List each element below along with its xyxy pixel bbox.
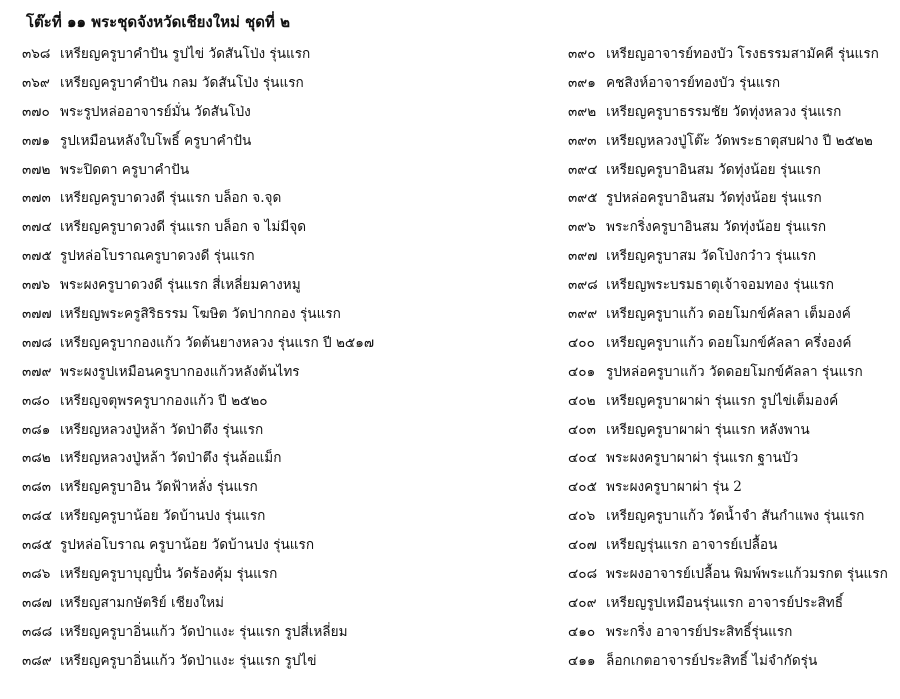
list-item bbox=[568, 502, 898, 531]
item-text: เหรียญพระครูสิริธรรม โฆษิต วัดปากกอง รุ่นแรก bbox=[60, 306, 341, 323]
item-number: ๓๙๓ bbox=[568, 132, 597, 149]
item-number: ๓๙๐ bbox=[568, 46, 596, 62]
item-text: คชสิงห์อาจารย์ทองบัว รุ่นแรก bbox=[606, 74, 781, 91]
item-text: เหรียญครูบาผาผ่า รุ่นแรก หลังพาน bbox=[606, 421, 810, 438]
list-item bbox=[22, 98, 462, 127]
list-item bbox=[22, 40, 462, 69]
list-item bbox=[568, 589, 898, 618]
item-text: เหรียญหลวงปู่หล้า วัดป่าตึง รุ่นล้อแม็ก bbox=[60, 450, 282, 467]
list-item bbox=[568, 358, 898, 387]
item-text: เหรียญรุ่นแรก อาจารย์เปลื้อน bbox=[606, 537, 778, 554]
item-number: ๓๙๑ bbox=[568, 74, 596, 91]
item-number: ๔๐๒ bbox=[568, 392, 596, 409]
list-item bbox=[568, 242, 898, 271]
list-item bbox=[568, 618, 898, 647]
item-text: เหรียญครูบาอิ่นแก้ว วัดป่าแงะ รุ่นแรก รูปสี่เหลี่ยม bbox=[60, 623, 348, 640]
item-number: ๓๖๘ bbox=[22, 46, 51, 62]
item-text: รูปหล่อครูบาอินสม วัดทุ่งน้อย รุ่นแรก bbox=[606, 190, 822, 207]
item-text: เหรียญอาจารย์ทองบัว โรงธรรมสามัคคี รุ่นแรก bbox=[606, 46, 879, 62]
item-number: ๔๐๐ bbox=[568, 334, 595, 351]
list-item bbox=[568, 560, 898, 589]
item-number: ๓๙๖ bbox=[568, 219, 596, 236]
list-item bbox=[22, 387, 462, 416]
item-number: ๓๖๙ bbox=[22, 74, 50, 91]
item-text: รูปเหมือนหลังใบโพธิ์ ครูบาคำปัน bbox=[60, 132, 252, 149]
item-number: ๓๘๖ bbox=[22, 566, 51, 583]
item-number: ๓๘๔ bbox=[22, 508, 53, 525]
list-item bbox=[568, 271, 898, 300]
item-number: ๓๗๐ bbox=[22, 103, 50, 120]
item-number: ๓๙๕ bbox=[568, 190, 598, 207]
item-text: เหรียญหลวงปู่หล้า วัดป่าตึง รุ่นแรก bbox=[60, 421, 264, 438]
page-title: โต๊ะที่ ๑๑ พระชุดจังหวัดเชียงใหม่ ชุดที่ ๒ bbox=[26, 13, 290, 31]
item-number: ๓๘๘ bbox=[22, 623, 53, 640]
item-text: พระผงอาจารย์เปลื้อน พิมพ์พระแก้วมรกต รุ่นแรก bbox=[606, 566, 888, 583]
item-text: เหรียญครูบาธรรมชัย วัดทุ่งหลวง รุ่นแรก bbox=[606, 103, 842, 120]
item-number: ๔๐๙ bbox=[568, 594, 597, 611]
item-text: เหรียญครูบาอิน วัดฟ้าหลั่ง รุ่นแรก bbox=[60, 479, 258, 496]
item-number: ๓๗๘ bbox=[22, 334, 53, 351]
list-item bbox=[22, 127, 462, 156]
list-item bbox=[568, 300, 898, 329]
list-item bbox=[22, 531, 462, 560]
item-text: เหรียญรูปเหมือนรุ่นแรก อาจารย์ประสิทธิ์ bbox=[606, 594, 844, 611]
item-number: ๓๘๑ bbox=[22, 421, 51, 438]
list-item bbox=[568, 329, 898, 358]
item-text: พระผงรูปเหมือนครูบากองแก้วหลังต้นไทร bbox=[60, 363, 300, 380]
item-number: ๔๑๐ bbox=[568, 623, 596, 640]
item-text: รูปหล่อโบราณ ครูบาน้อย วัดบ้านปง รุ่นแรก bbox=[60, 537, 315, 554]
list-item bbox=[568, 647, 898, 676]
list-item bbox=[568, 184, 898, 213]
item-text: เหรียญพระบรมธาตุเจ้าจอมทอง รุ่นแรก bbox=[606, 277, 834, 294]
item-number: ๓๗๑ bbox=[22, 132, 51, 149]
item-text: เหรียญครูบาดวงดี รุ่นแรก บล็อก จ.จุด bbox=[60, 190, 282, 207]
item-text: เหรียญจตุพรครูบากองแก้ว ปี ๒๕๒๐ bbox=[60, 392, 268, 409]
item-text: รูปหล่อโบราณครูบาดวงดี รุ่นแรก bbox=[60, 248, 255, 265]
item-number: ๓๙๘ bbox=[568, 277, 598, 294]
right-item-list bbox=[568, 40, 898, 676]
list-item bbox=[22, 416, 462, 445]
item-number: ๓๘๐ bbox=[22, 392, 51, 409]
item-text: พระกริ่ง อาจารย์ประสิทธิ์รุ่นแรก bbox=[606, 623, 793, 640]
list-item bbox=[568, 98, 898, 127]
list-item bbox=[22, 271, 462, 300]
item-number: ๔๐๘ bbox=[568, 566, 598, 583]
list-item bbox=[568, 416, 898, 445]
list-item bbox=[568, 531, 898, 560]
item-text: พระกริ่งครูบาอินสม วัดทุ่งน้อย รุ่นแรก bbox=[606, 219, 827, 236]
list-item bbox=[568, 387, 898, 416]
list-item bbox=[22, 589, 462, 618]
item-text: ล็อกเกตอาจารย์ประสิทธิ์ ไม่จำกัดรุ่น bbox=[606, 652, 818, 669]
list-item bbox=[22, 300, 462, 329]
item-number: ๓๗๗ bbox=[22, 306, 52, 323]
item-text: พระผงครูบาผาผ่า รุ่นแรก ฐานบัว bbox=[606, 450, 799, 467]
item-number: ๓๗๙ bbox=[22, 363, 52, 380]
item-number: ๔๐๕ bbox=[568, 479, 597, 496]
list-item bbox=[568, 40, 898, 69]
list-item bbox=[22, 647, 462, 676]
item-number: ๓๘๕ bbox=[22, 537, 53, 554]
item-number: ๓๘๓ bbox=[22, 479, 52, 496]
item-text: เหรียญครูบาอินสม วัดทุ่งน้อย รุ่นแรก bbox=[606, 161, 821, 178]
item-number: ๔๐๗ bbox=[568, 537, 597, 554]
list-item bbox=[22, 184, 462, 213]
item-number: ๓๗๔ bbox=[22, 219, 52, 236]
list-item bbox=[568, 69, 898, 98]
item-text: เหรียญครูบากองแก้ว วัดต้นยางหลวง รุ่นแรก ปี ๒๕๑๗ bbox=[60, 334, 375, 351]
item-text: เหรียญครูบาคำปัน กลม วัดสันโป่ง รุ่นแรก bbox=[60, 74, 304, 91]
item-text: เหรียญครูบาสม วัดโป่งกว๋าว รุ่นแรก bbox=[606, 248, 817, 265]
item-text: เหรียญครูบาน้อย วัดบ้านปง รุ่นแรก bbox=[60, 508, 266, 525]
item-text: เหรียญครูบาอิ่นแก้ว วัดป่าแงะ รุ่นแรก รูปไข่ bbox=[60, 652, 317, 669]
item-number: ๓๙๗ bbox=[568, 248, 598, 265]
item-number: ๓๙๔ bbox=[568, 161, 598, 178]
list-item bbox=[568, 213, 898, 242]
item-number: ๓๗๕ bbox=[22, 248, 52, 265]
item-number: ๔๐๓ bbox=[568, 421, 596, 438]
item-number: ๓๗๒ bbox=[22, 161, 51, 178]
list-item bbox=[568, 127, 898, 156]
list-item bbox=[568, 473, 898, 502]
list-item bbox=[22, 156, 462, 185]
item-number: ๓๘๒ bbox=[22, 450, 51, 467]
item-number: ๓๘๗ bbox=[22, 594, 53, 611]
list-item bbox=[22, 618, 462, 647]
item-text: เหรียญครูบาดวงดี รุ่นแรก บล็อก จ ไม่มีจุด bbox=[60, 219, 307, 236]
item-number: ๓๙๙ bbox=[568, 306, 598, 323]
item-number: ๔๐๑ bbox=[568, 363, 596, 380]
list-item bbox=[22, 502, 462, 531]
item-text: พระรูปหล่ออาจารย์มั่น วัดสันโป่ง bbox=[60, 103, 251, 120]
list-item bbox=[22, 358, 462, 387]
item-text: เหรียญครูบาแก้ว วัดน้ำจำ สันกำแพง รุ่นแรก bbox=[606, 508, 865, 525]
item-number: ๔๑๑ bbox=[568, 652, 596, 669]
item-number: ๔๐๔ bbox=[568, 450, 597, 467]
item-text: พระผงครูบาผาผ่า รุ่น 2 bbox=[606, 479, 742, 496]
item-text: เหรียญหลวงปู่โต๊ะ วัดพระธาตุสบฝาง ปี ๒๕๒๒ bbox=[606, 132, 873, 149]
item-text: เหรียญครูบาแก้ว ดอยโมกข์คัลลา ครึ่งองค์ bbox=[606, 334, 852, 351]
item-number: ๓๙๒ bbox=[568, 103, 597, 120]
item-number: ๓๗๓ bbox=[22, 190, 51, 207]
list-item bbox=[22, 444, 462, 473]
item-number: ๓๘๙ bbox=[22, 652, 52, 669]
left-item-list bbox=[22, 40, 462, 676]
list-item bbox=[22, 213, 462, 242]
list-item bbox=[22, 242, 462, 271]
item-text: เหรียญครูบาคำปัน รูปไข่ วัดสันโป่ง รุ่นแรก bbox=[60, 46, 311, 62]
item-text: เหรียญครูบาบุญปั๋น วัดร้องคุ้ม รุ่นแรก bbox=[60, 566, 278, 583]
item-number: ๔๐๖ bbox=[568, 508, 596, 525]
item-text: เหรียญครูบาแก้ว ดอยโมกข์คัลลา เต็มองค์ bbox=[606, 306, 851, 323]
list-item bbox=[568, 444, 898, 473]
item-text: เหรียญครูบาผาผ่า รุ่นแรก รูปไข่เต็มองค์ bbox=[606, 392, 839, 409]
list-item bbox=[22, 69, 462, 98]
item-text: เหรียญสามกษัตริย์ เชียงใหม่ bbox=[60, 594, 224, 611]
list-item bbox=[22, 560, 462, 589]
item-text: รูปหล่อครูบาแก้ว วัดดอยโมกข์คัลลา รุ่นแรก bbox=[606, 363, 863, 380]
list-item bbox=[22, 329, 462, 358]
list-item bbox=[568, 156, 898, 185]
item-text: พระผงครูบาดวงดี รุ่นแรก สี่เหลี่ยมคางหมู bbox=[60, 277, 301, 294]
list-item bbox=[22, 473, 462, 502]
item-number: ๓๗๖ bbox=[22, 277, 51, 294]
item-text: พระปิดตา ครูบาคำปัน bbox=[60, 161, 190, 178]
